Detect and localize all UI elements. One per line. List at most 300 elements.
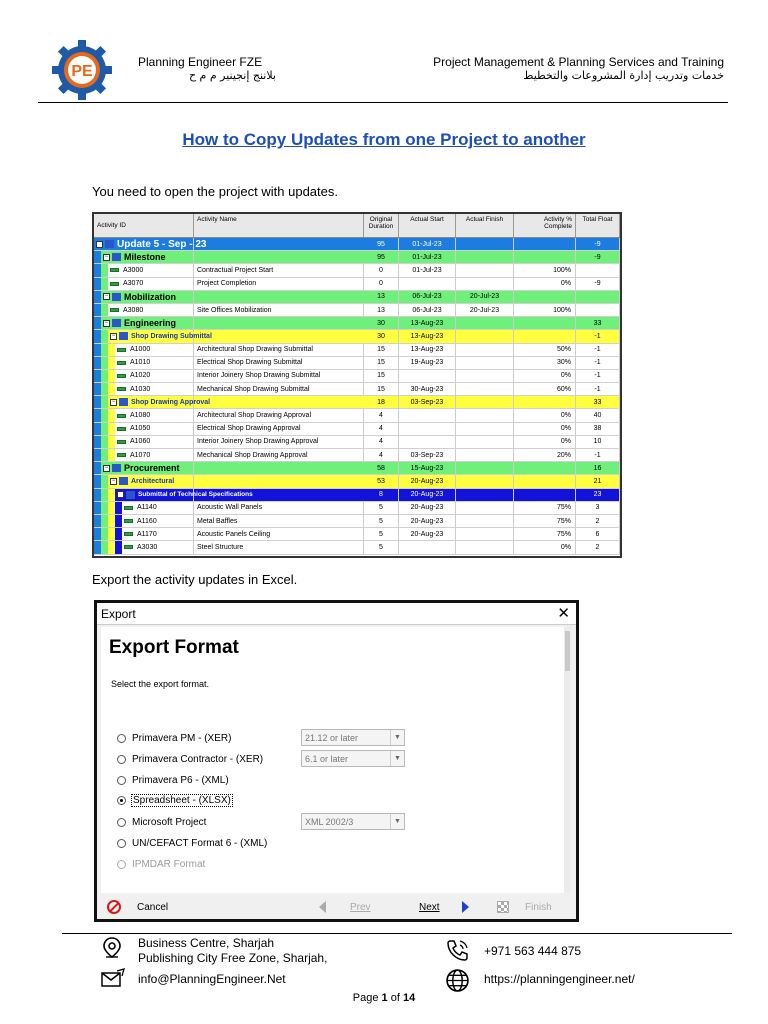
indent-bar: [94, 436, 101, 448]
activity-bar-icon: [117, 361, 126, 365]
cell-percent-complete: [514, 396, 576, 408]
tagline-ar: خدمات وتدريب إدارة المشروعات والتخطيط: [523, 69, 724, 82]
cell-activity-id: [94, 409, 194, 421]
dialog-titlebar: [97, 603, 576, 625]
indent-bar: [108, 489, 115, 501]
cell-percent-complete: [514, 251, 576, 263]
indent-bar: [101, 449, 108, 461]
wbs-folder-icon: [119, 398, 128, 406]
cell-activity-id: [94, 436, 194, 448]
indent-bar: [94, 528, 101, 540]
cell-actual-finish: [456, 436, 514, 448]
export-option-label: Primavera P6 - (XML): [132, 775, 229, 786]
indent-bar: [101, 409, 108, 421]
export-option[interactable]: [117, 817, 206, 828]
activity-row[interactable]: [94, 370, 620, 383]
cell-activity-name: Interior Joinery Shop Drawing Approval: [194, 436, 364, 448]
cell-actual-start: 01-Jul-23: [399, 264, 456, 276]
wbs-row[interactable]: [94, 330, 620, 343]
activity-row[interactable]: [94, 515, 620, 528]
cell-actual-start: 13-Aug-23: [399, 344, 456, 356]
indent-bar: [101, 423, 108, 435]
email-icon: [100, 968, 126, 990]
page-label: Page: [352, 992, 379, 1004]
company-name-ar: بلاننج إنجينير م م ح: [188, 69, 276, 82]
cell-percent-complete: [514, 330, 576, 342]
activity-row[interactable]: [94, 528, 620, 541]
location-pin-icon: [100, 936, 124, 960]
cell-activity-id: [94, 423, 194, 435]
wbs-folder-icon: [126, 491, 135, 499]
activity-id: A1170: [137, 530, 157, 538]
cell-duration: 5: [364, 515, 399, 527]
cell-actual-finish: [456, 330, 514, 342]
cell-duration: 5: [364, 528, 399, 540]
cell-actual-start: [399, 436, 456, 448]
cell-total-float: 33: [576, 317, 620, 329]
cell-actual-start: 13-Aug-23: [399, 330, 456, 342]
activity-row[interactable]: [94, 423, 620, 436]
indent-bar: [108, 528, 115, 540]
cell-total-float: -9: [576, 251, 620, 263]
indent-bar: [108, 383, 115, 395]
next-arrow-icon: [462, 901, 469, 913]
website-text[interactable]: https://planningengineer.net/: [484, 972, 635, 986]
phone-text[interactable]: +971 563 444 875: [484, 944, 582, 958]
indent-bar: [94, 515, 101, 527]
cell-total-float: 10: [576, 436, 620, 448]
cell-duration: 15: [364, 357, 399, 369]
col-activity-name[interactable]: Activity Name: [194, 214, 364, 237]
indent-bar: [101, 396, 108, 408]
cell-percent-complete: [514, 475, 576, 487]
cell-activity-id: [94, 462, 194, 474]
wbs-folder-icon: [112, 253, 121, 261]
collapse-toggle-icon[interactable]: −: [104, 253, 109, 260]
radio-icon[interactable]: [117, 755, 126, 764]
cell-duration: 15: [364, 344, 399, 356]
finish-button[interactable]: [497, 897, 552, 917]
cell-total-float: -9: [576, 278, 620, 290]
activity-row[interactable]: [94, 264, 620, 277]
wbs-row[interactable]: [94, 396, 620, 409]
cell-total-float: -1: [576, 449, 620, 461]
indent-bar: [101, 541, 108, 553]
chevron-down-icon: ▼: [390, 814, 404, 829]
export-option[interactable]: [117, 775, 229, 786]
tagline-en: Project Management & Planning Services and Training: [433, 55, 724, 69]
cell-duration: 5: [364, 502, 399, 514]
indent-bar: [108, 436, 115, 448]
indent-bar: [94, 291, 101, 303]
cancel-button[interactable]: [107, 897, 168, 917]
dialog-body: [101, 627, 571, 893]
export-option-label: Microsoft Project: [132, 817, 207, 828]
cell-activity-id: [94, 238, 207, 250]
activity-row[interactable]: [94, 344, 620, 357]
cell-duration: 95: [364, 238, 399, 250]
activity-row[interactable]: [94, 304, 620, 317]
cell-actual-finish: [456, 502, 514, 514]
email-text[interactable]: info@PlanningEngineer.Net: [138, 972, 286, 986]
cell-actual-finish: [456, 423, 514, 435]
cell-actual-finish: 20-Jul-23: [456, 291, 514, 303]
wbs-row[interactable]: [94, 462, 620, 475]
indent-bar: [94, 396, 101, 408]
cell-duration: 0: [364, 278, 399, 290]
activity-id: A1000: [130, 346, 151, 354]
activity-id: A1010: [130, 359, 151, 367]
collapse-toggle-icon[interactable]: −: [111, 398, 116, 405]
radio-icon[interactable]: [117, 818, 126, 827]
cell-activity-id: [94, 317, 194, 329]
col-total-float[interactable]: Total Float: [576, 214, 620, 237]
cell-activity-id: [94, 304, 194, 316]
indent-bar: [94, 462, 101, 474]
cell-duration: 8: [364, 489, 399, 501]
indent-bar: [108, 370, 115, 382]
activity-id: A1030: [130, 385, 151, 393]
activity-id: A1160: [137, 517, 157, 525]
activity-id: A1050: [130, 425, 151, 433]
page-current: 1: [381, 992, 388, 1004]
col-actual-finish[interactable]: Actual Finish: [456, 214, 514, 237]
cell-actual-finish: [456, 383, 514, 395]
activity-bar-icon: [124, 506, 133, 510]
cell-activity-name: [194, 291, 364, 303]
instruction-open-project: You need to open the project with updates.: [92, 184, 338, 199]
cell-percent-complete: 0%: [514, 409, 576, 421]
indent-bar: [101, 489, 108, 501]
radio-icon[interactable]: [117, 776, 126, 785]
cell-activity-id: [94, 475, 194, 487]
cell-percent-complete: 0%: [514, 436, 576, 448]
indent-bar: [94, 264, 101, 276]
cell-activity-name: [194, 462, 364, 474]
cell-activity-name: Electrical Shop Drawing Approval: [194, 423, 364, 435]
activity-bar-icon: [117, 440, 126, 444]
cell-activity-name: Metal Baffles: [194, 515, 364, 527]
wbs-row[interactable]: [94, 238, 620, 251]
wbs-name: Procurement: [124, 463, 180, 474]
cell-percent-complete: 0%: [514, 370, 576, 382]
close-icon[interactable]: ✕: [557, 605, 570, 622]
col-activity-id[interactable]: Activity ID: [94, 214, 194, 237]
cell-activity-id: [94, 370, 194, 382]
company-logo: [52, 40, 112, 100]
indent-bar: [101, 344, 108, 356]
cell-actual-start: 06-Jul-23: [399, 291, 456, 303]
collapse-toggle-icon[interactable]: −: [104, 464, 109, 471]
activity-bar-icon: [124, 545, 133, 549]
company-tagline: [433, 55, 724, 83]
indent-bar: [108, 449, 115, 461]
cell-total-float: 3: [576, 502, 620, 514]
collapse-toggle-icon[interactable]: −: [111, 332, 116, 339]
activity-row[interactable]: [94, 409, 620, 422]
wbs-row[interactable]: [94, 291, 620, 304]
activity-row[interactable]: [94, 383, 620, 396]
radio-selected-icon[interactable]: [117, 796, 126, 805]
activity-table: [92, 212, 622, 558]
activity-id: A3000: [123, 266, 144, 274]
wbs-folder-icon: [112, 464, 121, 472]
cell-actual-finish: [456, 475, 514, 487]
cell-actual-start: 06-Jul-23: [399, 304, 456, 316]
activity-row[interactable]: [94, 502, 620, 515]
cell-actual-finish: [456, 462, 514, 474]
cell-total-float: 23: [576, 489, 620, 501]
cell-total-float: 6: [576, 528, 620, 540]
indent-bar: [115, 502, 122, 514]
prev-button[interactable]: [319, 897, 371, 917]
page-total: 14: [402, 992, 416, 1004]
activity-id: A1070: [130, 451, 151, 459]
wbs-name: Architectural: [131, 477, 175, 485]
cell-activity-id: [94, 330, 212, 342]
cell-actual-start: [399, 541, 456, 553]
cell-activity-id: [94, 357, 194, 369]
indent-bar: [101, 383, 108, 395]
activity-row[interactable]: [94, 449, 620, 462]
activity-bar-icon: [117, 414, 126, 418]
wbs-folder-icon: [119, 332, 128, 340]
indent-bar: [94, 449, 101, 461]
cell-total-float: [576, 291, 620, 303]
dialog-title: Export: [101, 606, 136, 621]
cell-total-float: -1: [576, 344, 620, 356]
cell-percent-complete: 75%: [514, 515, 576, 527]
indent-bar: [94, 409, 101, 421]
cell-actual-start: [399, 278, 456, 290]
cell-activity-name: [194, 330, 364, 342]
header-divider: [38, 102, 728, 103]
indent-bar: [94, 344, 101, 356]
wbs-name: Update 5 - Sep - 23: [117, 238, 207, 250]
cell-actual-finish: 20-Jul-23: [456, 304, 514, 316]
cell-duration: 4: [364, 423, 399, 435]
indent-bar: [94, 541, 101, 553]
logo-text: PE: [71, 63, 93, 80]
cell-actual-start: 20-Aug-23: [399, 528, 456, 540]
cancel-label: Cancel: [137, 901, 169, 913]
wbs-row[interactable]: [94, 251, 620, 264]
export-option[interactable]: [117, 733, 231, 744]
prev-label: Prev: [350, 901, 371, 913]
page-of: of: [390, 992, 400, 1004]
col-original-duration[interactable]: Original Duration: [364, 214, 399, 237]
cell-activity-name: Electrical Shop Drawing Submittal: [194, 357, 364, 369]
activity-bar-icon: [124, 519, 133, 523]
indent-bar: [101, 475, 108, 487]
collapse-toggle-icon[interactable]: −: [104, 319, 109, 326]
wbs-row[interactable]: [94, 317, 620, 330]
cell-activity-id: [94, 528, 194, 540]
page-number: [0, 992, 768, 1004]
activity-bar-icon: [110, 308, 119, 312]
cell-activity-name: Site Offices Mobilization: [194, 304, 364, 316]
address-line-1: Business Centre, Sharjah: [138, 936, 275, 950]
activity-id: A3070: [123, 280, 144, 288]
wbs-name: Milestone: [124, 252, 166, 263]
indent-bar: [108, 409, 115, 421]
cell-actual-finish: [456, 489, 514, 501]
cell-activity-name: Steel Structure: [194, 541, 364, 553]
cell-activity-name: Project Completion: [194, 278, 364, 290]
collapse-toggle-icon[interactable]: −: [97, 240, 102, 247]
indent-bar: [101, 370, 108, 382]
dialog-scrollbar[interactable]: [564, 627, 571, 893]
collapse-toggle-icon[interactable]: −: [111, 477, 116, 484]
cell-actual-finish: [456, 238, 514, 250]
cell-actual-start: [399, 409, 456, 421]
instruction-export: Export the activity updates in Excel.: [92, 572, 298, 587]
cell-activity-id: [94, 515, 194, 527]
activity-bar-icon: [117, 348, 126, 352]
indent-bar: [94, 278, 101, 290]
activity-bar-icon: [117, 427, 126, 431]
export-option[interactable]: [117, 754, 263, 765]
cell-duration: 18: [364, 396, 399, 408]
col-actual-start[interactable]: Actual Start: [399, 214, 456, 237]
wbs-name: Shop Drawing Submittal: [131, 332, 212, 340]
cell-activity-id: [94, 383, 194, 395]
cell-actual-start: 15-Aug-23: [399, 462, 456, 474]
indent-bar: [94, 502, 101, 514]
finish-flag-icon: [497, 901, 509, 913]
radio-icon[interactable]: [117, 839, 126, 848]
cell-actual-start: 30-Aug-23: [399, 383, 456, 395]
cell-actual-start: 20-Aug-23: [399, 502, 456, 514]
next-button[interactable]: [419, 897, 469, 917]
cell-total-float: -1: [576, 370, 620, 382]
cell-actual-start: 01-Jul-23: [399, 238, 456, 250]
activity-row[interactable]: [94, 541, 620, 554]
cell-activity-name: [194, 475, 364, 487]
export-option: [117, 859, 205, 870]
indent-bar: [101, 304, 108, 316]
cell-actual-finish: [456, 357, 514, 369]
cancel-icon: [107, 900, 121, 914]
cell-actual-finish: [456, 396, 514, 408]
cell-activity-name: Interior Joinery Shop Drawing Submittal: [194, 370, 364, 382]
indent-bar: [94, 304, 101, 316]
cell-activity-name: [194, 396, 364, 408]
indent-bar: [108, 423, 115, 435]
activity-row[interactable]: [94, 278, 620, 291]
wbs-name: Submittal of Technical Specifications: [138, 491, 253, 499]
cell-activity-id: [94, 396, 211, 408]
cell-actual-start: 01-Jul-23: [399, 251, 456, 263]
col-percent-complete[interactable]: Activity % Complete: [514, 214, 576, 237]
cell-activity-id: [94, 278, 194, 290]
cell-actual-finish: [456, 541, 514, 553]
indent-bar: [94, 357, 101, 369]
cell-percent-complete: 75%: [514, 502, 576, 514]
activity-row[interactable]: [94, 357, 620, 370]
indent-bar: [115, 528, 122, 540]
cell-duration: 4: [364, 449, 399, 461]
cell-total-float: -9: [576, 238, 620, 250]
cell-activity-name: [194, 238, 364, 250]
page-title: How to Copy Updates from one Project to another: [182, 130, 586, 149]
radio-icon: [117, 860, 126, 869]
cell-total-float: 40: [576, 409, 620, 421]
export-option[interactable]: [117, 838, 267, 849]
cell-total-float: 38: [576, 423, 620, 435]
export-option[interactable]: [117, 795, 232, 806]
cell-total-float: [576, 304, 620, 316]
wbs-name: Engineering: [124, 318, 177, 329]
footer-divider: [62, 933, 732, 934]
cell-duration: 15: [364, 383, 399, 395]
wbs-folder-icon: [112, 319, 121, 327]
company-name-en: Planning Engineer FZE: [138, 55, 263, 69]
export-format-heading: Export Format: [109, 637, 239, 658]
activity-table-header: [94, 214, 620, 238]
cell-duration: 5: [364, 541, 399, 553]
wbs-folder-icon: [119, 477, 128, 485]
cell-duration: 95: [364, 251, 399, 263]
cell-duration: 30: [364, 330, 399, 342]
indent-bar: [101, 502, 108, 514]
cell-percent-complete: 30%: [514, 357, 576, 369]
wbs-row[interactable]: [94, 489, 620, 502]
collapse-toggle-icon[interactable]: −: [118, 491, 123, 498]
cell-activity-name: Mechanical Shop Drawing Approval: [194, 449, 364, 461]
indent-bar: [94, 423, 101, 435]
wbs-name: Shop Drawing Approval: [131, 398, 211, 406]
finish-label: Finish: [525, 901, 552, 913]
globe-icon: [445, 968, 470, 993]
dialog-footer: [97, 895, 576, 919]
activity-id: A1140: [137, 504, 157, 512]
activity-row[interactable]: [94, 436, 620, 449]
cell-percent-complete: 0%: [514, 541, 576, 553]
cell-duration: 30: [364, 317, 399, 329]
cell-activity-id: [94, 449, 194, 461]
wbs-folder-icon: [112, 293, 121, 301]
cell-actual-start: 03-Sep-23: [399, 396, 456, 408]
collapse-toggle-icon[interactable]: −: [104, 293, 109, 300]
cell-activity-name: [194, 489, 364, 501]
cell-actual-start: 13-Aug-23: [399, 317, 456, 329]
cell-actual-start: 03-Sep-23: [399, 449, 456, 461]
wbs-name: Mobilization: [124, 291, 176, 302]
export-format-subtitle: Select the export format.: [111, 679, 210, 689]
indent-bar: [115, 515, 122, 527]
export-dialog: [94, 600, 579, 922]
radio-icon[interactable]: [117, 734, 126, 743]
cell-percent-complete: 20%: [514, 449, 576, 461]
wbs-folder-icon: [105, 240, 114, 248]
cell-actual-finish: [456, 370, 514, 382]
version-select: [301, 729, 405, 746]
cell-actual-start: [399, 370, 456, 382]
cell-activity-name: Acoustic Panels Ceiling: [194, 528, 364, 540]
indent-bar: [94, 330, 101, 342]
indent-bar: [108, 541, 115, 553]
export-option-label: UN/CEFACT Format 6 - (XML): [132, 838, 268, 849]
cell-actual-finish: [456, 264, 514, 276]
cell-actual-finish: [456, 515, 514, 527]
cell-activity-name: Mechanical Shop Drawing Submittal: [194, 383, 364, 395]
cell-actual-finish: [456, 251, 514, 263]
indent-bar: [94, 251, 101, 263]
cell-duration: 13: [364, 291, 399, 303]
wbs-row[interactable]: [94, 475, 620, 488]
cell-activity-name: Architectural Shop Drawing Submittal: [194, 344, 364, 356]
